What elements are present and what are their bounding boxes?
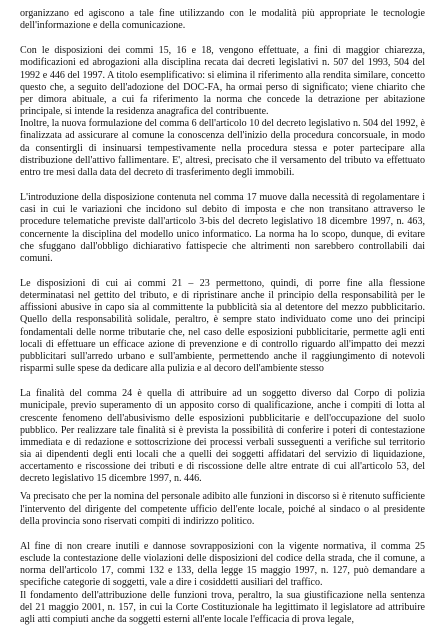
paragraph-comma-6-articolo-10: Inoltre, la nuova formulazione del comma 6 dell'articolo 10 del decreto legislativo n. 504 del 1992, è finalizzata ad assicurare al comune la conoscenza dell'inizio della procedura concorsuale, in modo da consentirgli di insinuarsi tempestivamente nella procedura stessa e poter partecipare alla distribuzione dell'attivo fallimentare. E', altresì, precisato che il versamento del tributo va effettuato entro tre mesi dalla data del decreto di trasferimento degli immobili. xyxy=(20,118,425,178)
paragraph-spacer xyxy=(20,528,425,541)
paragraph-spacer xyxy=(20,179,425,192)
paragraph-comma-25: Al fine di non creare inutili e dannose sovrapposizioni con la vigente normativa, il comma 25 esclude la contestazione delle violazioni delle disposizioni del codice della strada, che il comune, a norma dell'articolo 17, commi 132 e 133, della legge 15 maggio 1997, n. 127, può demandare a specifiche categorie di soggetti, vale a dire i cosiddetti ausiliari del traffico. xyxy=(20,540,425,589)
paragraph-fondamento-funzioni: Il fondamento dell'attribuzione delle funzioni trova, peraltro, la sua giustificazione nella sentenza del 21 maggio 2001, n. 157, in cui la Corte Costituzionale ha legittimato il legislatore ad attribuire agli atti compiuti anche da soggetti esterni all'ente locale l'efficacia di prova legale, xyxy=(20,589,425,625)
paragraph-intro-continuation: organizzano ed agiscono a tale fine utilizzando con le modalità più appropriate le tecnologie dell'informazione e della comunicazione. xyxy=(20,8,425,32)
paragraph-spacer xyxy=(20,375,425,388)
paragraph-nomina-personale: Va precisato che per la nomina del personale adibito alle funzioni in discorso si è ritenuto sufficiente l'intervento del dirigente del competente ufficio dell'ente locale, poiché al sindaco o al presidente della provincia sono riservati compiti di indirizzo politico. xyxy=(20,491,425,527)
paragraph-comma-17: L'introduzione della disposizione contenuta nel comma 17 muove dalla necessità di regolamentare i casi in cui le variazioni che incidono sul debito di imposta e che non transitano attraverso le procedure telematiche previste dall'articolo 3-bis del decreto legislativo 18 dicembre 1997, n. 463, concernente la disciplina del modello unico informatico. La norma ha lo scopo, dunque, di evitare che sfuggano dall'obbligo dichiarativo fattispecie che altrimenti non sarebbero controllabili dai comuni. xyxy=(20,192,425,264)
paragraph-comma-24: La finalità del comma 24 è quella di attribuire ad un soggetto diverso dal Corpo di polizia municipale, previo superamento di un apposito corso di qualificazione, anche i compiti di lotta al crescente fenomeno dell'abusivismo delle esposizioni pubblicitarie e dell'occupazione del suolo pubblico. Per realizzare tale finalità si è prevista la possibilità di conferire i poteri di contestazione immediata e di redazione e sottoscrizione dei processi verbali susseguenti a verifiche sul territorio sia ai dipendenti degli enti locali che a quelli dei soggetti affidatari del servizio di liquidazione, accertamento e riscossione dei tributi e di riscossione delle altre entrate di cui all'articolo 53, del decreto legislativo 15 dicembre 1997, n. 446. xyxy=(20,388,425,485)
paragraph-commi-21-23: Le disposizioni di cui ai commi 21 – 23 permettono, quindi, di porre fine alla flessione determinatasi nel gettito del tributo, e di ripristinare anche il principio della responsabilità per le affissioni abusive in capo sia al committente la pubblicità sia al detentore del mezzo pubblicitario. Quello della responsabilità solidale, peraltro, è sempre stato individuato come uno dei principi fondamentali delle norme tributarie che, nel caso delle esposizioni pubblicitarie, permette agli enti locali di effettuare un efficace azione di prevenzione e di controllo riguardo all'impatto dei mezzi pubblicitari sull'arredo urbano e sull'ambiente, permettendo anche il raggiungimento di notevoli risparmi sulle spese da dedicare alla pulizia e al decoro dell'ambiente stesso xyxy=(20,277,425,375)
paragraph-commi-15-16-18: Con le disposizioni dei commi 15, 16 e 18, vengono effettuate, a fini di maggior chiarezza, modificazioni ed abrogazioni alla disciplina recata dai decreti legislativi n. 507 del 1993, 504 del 1992 e 446 del 1997. A titolo esemplificativo: si elimina il riferimento alla rendita similare, concetto questo che, a seguito dell'adozione del DOC-FA, ha ormai perso di significato; viene chiarito che per dimora abituale, a cui fa riferimento la norma che concede la detrazione per abitazione principale, si intende la residenza anagrafica del contribuente. xyxy=(20,45,425,118)
paragraph-spacer xyxy=(20,32,425,45)
paragraph-spacer xyxy=(20,265,425,278)
